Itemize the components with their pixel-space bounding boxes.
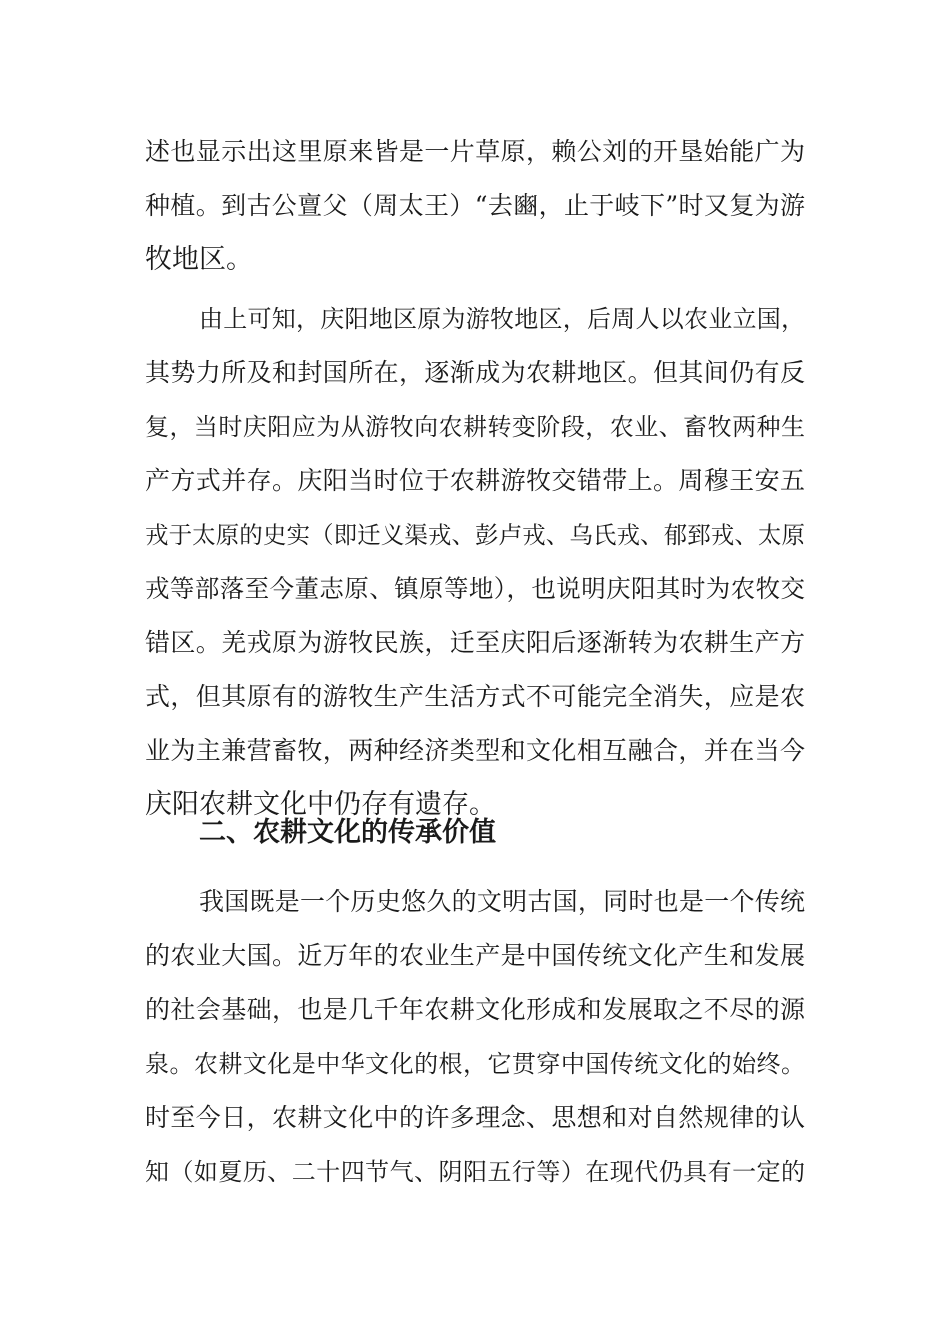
text-line: 戎等部落至今董志原、镇原等地），也说明庆阳其时为农牧交 (145, 574, 805, 603)
paragraph-2 (145, 292, 805, 832)
text-line: 的农业大国。近万年的农业生产是中国传统文化产生和发展 (145, 941, 805, 970)
text-line: 种植。到古公亶父（周太王）“去豳，止于岐下”时又复为游 (145, 191, 805, 220)
text-line: 的社会基础，也是几千年农耕文化形成和发展取之不尽的源 (145, 995, 805, 1024)
paragraph-1 (145, 125, 805, 287)
text-line: 庆阳农耕文化中仍存有遗存。 (145, 789, 496, 820)
text-line: 错区。羌戎原为游牧民族，迁至庆阳后逐渐转为农耕生产方 (145, 628, 805, 657)
text-line: 复，当时庆阳应为从游牧向农耕转变阶段，农业、畜牧两种生 (145, 413, 805, 441)
text-line: 式，但其原有的游牧生产生活方式不可能完全消失，应是农 (145, 682, 805, 711)
text-line: 牧地区。 (145, 244, 253, 275)
text-line: 述也显示出这里原来皆是一片草原，赖公刘的开垦始能广为 (145, 137, 805, 166)
text-line: 戎于太原的史实（即迁义渠戎、彭卢戎、乌氏戎、郁郅戎、太原 (145, 521, 805, 549)
text-line: 时至今日，农耕文化中的许多理念、思想和对自然规律的认 (145, 1103, 805, 1132)
text-line: 其势力所及和封国所在，逐渐成为农耕地区。但其间仍有反 (145, 358, 805, 387)
text-line: 产方式并存。庆阳当时位于农耕游牧交错带上。周穆王安五 (145, 466, 805, 495)
text-line: 我国既是一个历史悠久的文明古国，同时也是一个传统 (199, 887, 805, 916)
text-line: 知（如夏历、二十四节气、阴阳五行等）在现代仍具有一定的 (145, 1158, 805, 1186)
text-line: 泉。农耕文化是中华文化的根，它贯穿中国传统文化的始终。 (145, 1050, 805, 1078)
text-line: 业为主兼营畜牧，两种经济类型和文化相互融合，并在当今 (145, 736, 805, 765)
paragraph-3 (145, 875, 805, 1199)
section-heading: 二、农耕文化的传承价值 (199, 817, 496, 848)
text-line: 由上可知，庆阳地区原为游牧地区，后周人以农业立国， (199, 305, 805, 333)
